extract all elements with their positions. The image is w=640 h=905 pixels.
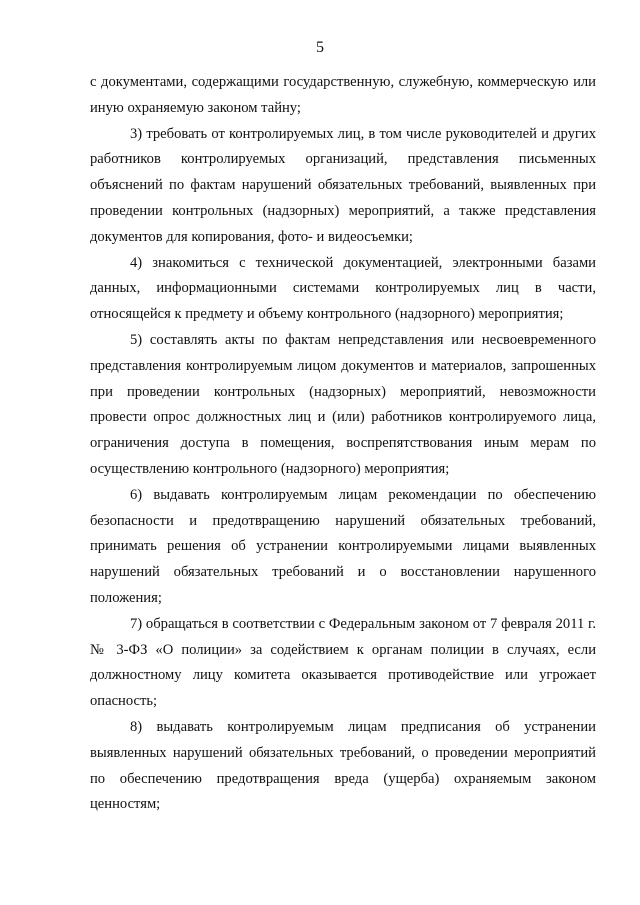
page-number: 5: [316, 39, 324, 56]
paragraph-item-7: 7) обращаться в соответствии с Федеральным законом от 7 февраля 2011 г. № 3-ФЗ «О полиции» за содействием к органам полиции в случаях, если должностному лицу комитета оказывается противодействие или угрожает опасность;: [90, 615, 596, 710]
paragraph-continuation: с документами, содержащими государственную, служебную, коммерческую или иную охраняемую законом тайну;: [90, 74, 596, 116]
paragraph-item-3: 3) требовать от контролируемых лиц, в том числе руководителей и других работников контролируемых организаций, представления письменных объяснений по фактам нарушений обязательных требований, выявленных при проведении контрольных (надзорных) мероприятий, а также представления документов для копирования, фото- и видеосъемки;: [90, 125, 596, 245]
document-body: [90, 70, 596, 818]
paragraph-item-8: 8) выдавать контролируемым лицам предписания об устранении выявленных нарушений обязательных требований, о проведении мероприятий по обеспечению предотвращения вреда (ущерба) охраняемым законом ценностям;: [90, 718, 596, 813]
paragraph-item-6: 6) выдавать контролируемым лицам рекомендации по обеспечению безопасности и предотвращению нарушений обязательных требований, принимать решения об устранении контролируемыми лицами выявленных нарушений обязательных требований и о восстановлении нарушенного положения;: [90, 486, 596, 606]
paragraph-item-4: 4) знакомиться с технической документацией, электронными базами данных, информационными системами контролируемых лиц в части, относящейся к предмету и объему контрольного (надзорного) мероприятия;: [90, 254, 596, 323]
paragraph-item-5: 5) составлять акты по фактам непредставления или несвоевременного представления контролируемым лицом документов и материалов, запрошенных при проведении контрольных (надзорных) мероприятий, невозможности провести опрос должностных лиц и (или) работников контролируемого лица, ограничения доступа в помещения, воспрепятствования иным мерам по осуществлению контрольного (надзорного) мероприятия;: [90, 331, 596, 477]
